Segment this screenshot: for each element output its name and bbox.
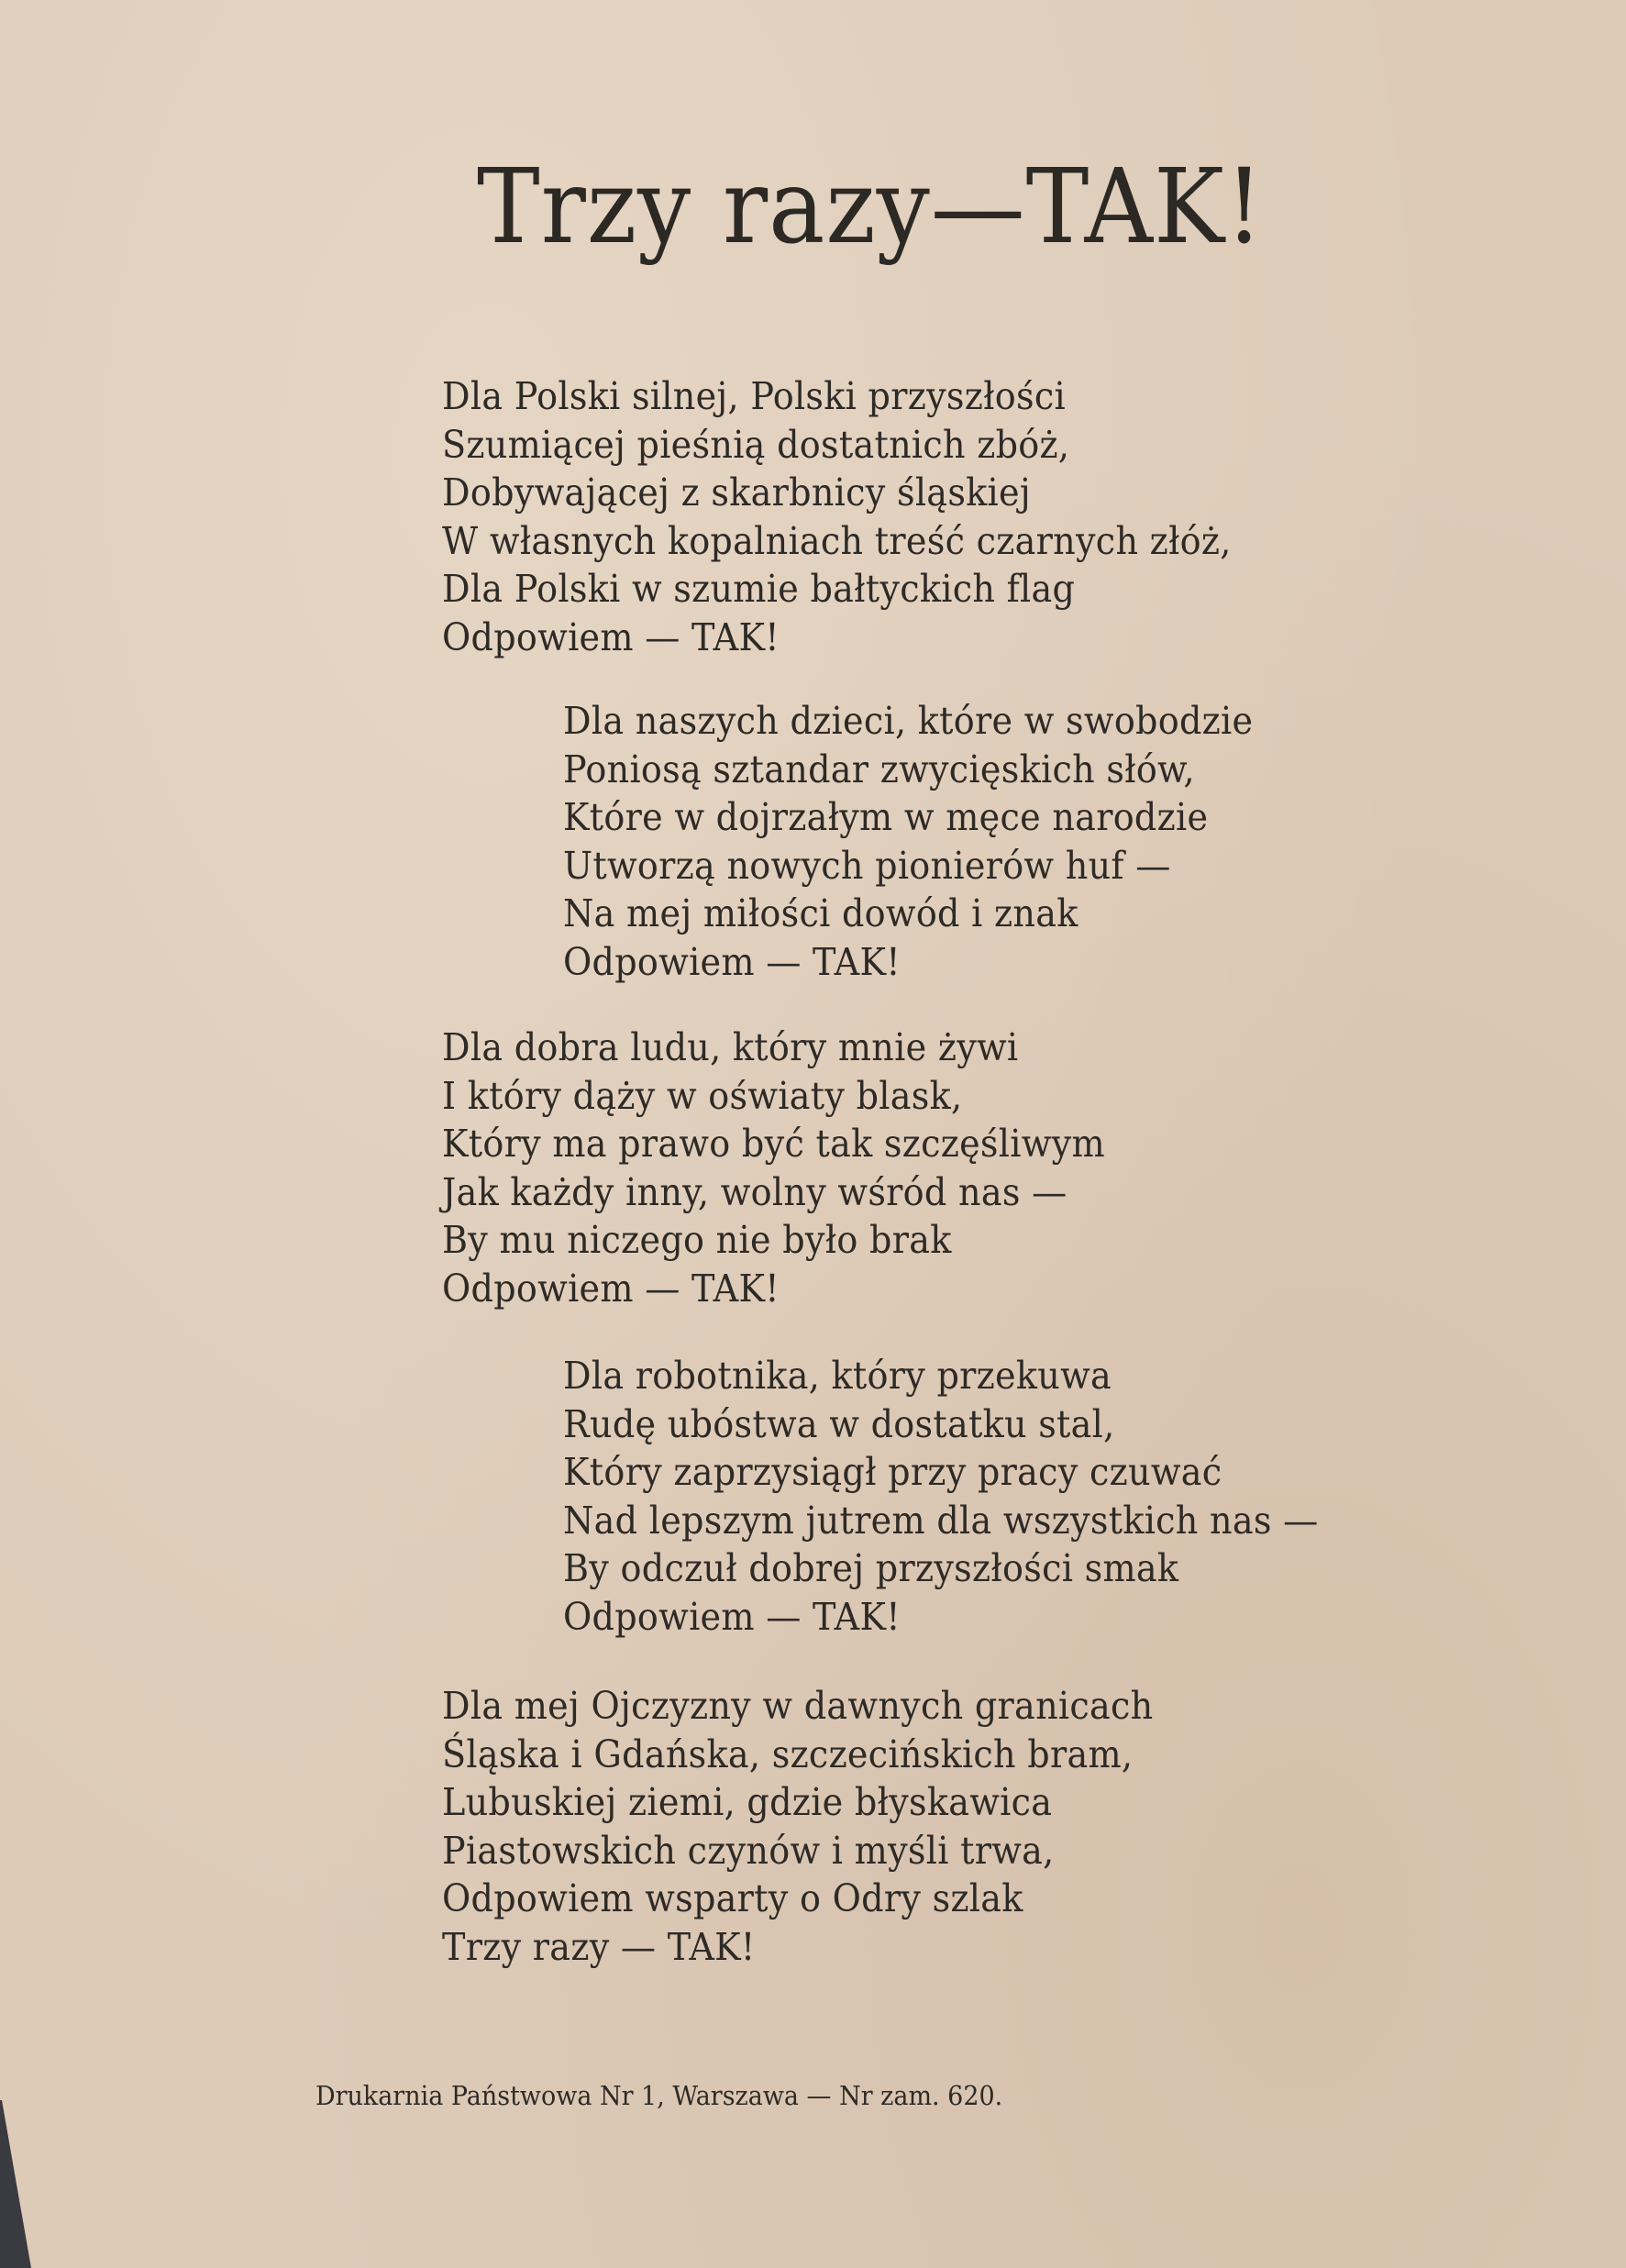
verse-line: W własnych kopalniach treść czarnych złóż, bbox=[442, 518, 1232, 563]
verse-line: Odpowiem — TAK! bbox=[442, 614, 780, 659]
verse-line: By odczuł dobrej przyszłości smak bbox=[563, 1546, 1179, 1590]
verse-line: I który dąży w oświaty blask, bbox=[442, 1073, 963, 1118]
stanza-4 bbox=[563, 1352, 1376, 1641]
verse-line: Utworzą nowych pionierów huf — bbox=[563, 843, 1171, 888]
verse-line: Dla mej Ojczyzny w dawnych granicach bbox=[442, 1684, 1154, 1728]
stanza-5 bbox=[442, 1682, 1207, 1971]
verse-line: By mu niczego nie było brak bbox=[442, 1218, 952, 1262]
verse-line: Które w dojrzałym w męce narodzie bbox=[563, 795, 1209, 839]
verse-line: Na mej miłości dowód i znak bbox=[563, 891, 1078, 935]
verse-line: Dla dobra ludu, który mnie żywi bbox=[442, 1025, 1019, 1069]
verse-line: Odpowiem — TAK! bbox=[442, 1266, 780, 1311]
verse-line: Dla Polski silnej, Polski przyszłości bbox=[442, 374, 1066, 418]
verse-line: Dla Polski w szumie bałtyckich flag bbox=[442, 567, 1076, 611]
stanza-1 bbox=[442, 372, 1290, 661]
verse-line: Odpowiem — TAK! bbox=[563, 939, 901, 984]
verse-line: Dla robotnika, który przekuwa bbox=[563, 1354, 1112, 1398]
poem-title: Trzy razy—TAK! bbox=[477, 148, 1265, 267]
stanza-2 bbox=[563, 697, 1305, 986]
verse-line: Dobywającej z skarbnicy śląskiej bbox=[442, 470, 1031, 514]
verse-line: Który zaprzysiągł przy pracy czuwać bbox=[563, 1450, 1222, 1494]
verse-line: Który ma prawo być tak szczęśliwym bbox=[442, 1122, 1105, 1166]
verse-line: Rudę ubóstwa w dostatku stal, bbox=[563, 1401, 1115, 1446]
printer-imprint: Drukarnia Państwowa Nr 1, Warszawa — Nr zam. 620. bbox=[315, 2080, 1003, 2111]
verse-line: Jak każdy inny, wolny wśród nas — bbox=[442, 1169, 1067, 1214]
verse-line: Szumiącej pieśnią dostatnich zbóż, bbox=[442, 422, 1070, 467]
verse-line: Nad lepszym jutrem dla wszystkich nas — bbox=[563, 1498, 1319, 1543]
verse-line: Dla naszych dzieci, które w swobodzie bbox=[563, 699, 1254, 743]
verse-line: Lubuskiej ziemi, gdzie błyskawica bbox=[442, 1780, 1053, 1824]
verse-line: Śląska i Gdańska, szczecińskich bram, bbox=[442, 1731, 1134, 1776]
stanza-3 bbox=[442, 1023, 1155, 1312]
verse-line: Trzy razy — TAK! bbox=[442, 1924, 756, 1969]
verse-line: Poniosą sztandar zwycięskich słów, bbox=[563, 747, 1195, 791]
verse-line: Piastowskich czynów i myśli trwa, bbox=[442, 1828, 1055, 1873]
verse-line: Odpowiem wsparty o Odry szlak bbox=[442, 1876, 1023, 1920]
verse-line: Odpowiem — TAK! bbox=[563, 1594, 901, 1639]
